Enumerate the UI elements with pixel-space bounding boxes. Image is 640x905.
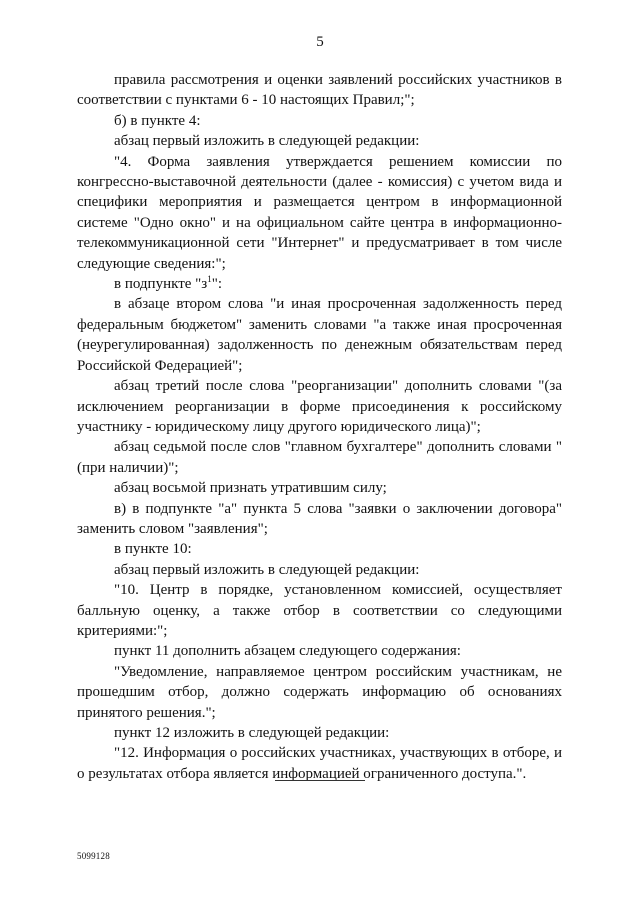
document-body [77,70,562,784]
paragraph-12: абзац первый изложить в следующей редакции: [114,561,420,578]
paragraph-4: "4. Форма заявления утверждается решением комиссии по конгрессно-выставочной деятельности (далее - комиссия) с учетом вида и специфики мероприятия и размещается центром в информационной системе "Одно окно" и на официальном сайте центра в информационно-телекоммуникационной сети "Интернет" и предусматривает в том числе следующие сведения:"; [77,153,562,272]
page-number: 5 [316,34,324,50]
paragraph-8: абзац седьмой после слов "главном бухгалтере" дополнить словами "(при наличии)"; [77,439,562,476]
superscript-mark: 1 [207,274,212,285]
paragraph-10: в) в подпункте "а" пункта 5 слова "заявки о заключении договора" заменить словом "заявления"; [77,500,562,537]
paragraph-7: абзац третий после слова "реорганизации" дополнить словами "(за исключением реорганизации в форме присоединения к российскому участнику - юридическому лицу другого юридического лица)"; [77,378,562,435]
paragraph-2: б) в пункте 4: [114,112,201,129]
paragraph-6: в абзаце втором слова "и иная просроченная задолженность перед федеральным бюджетом" заменить словами "а также иная просроченная (неурегулированная) задолженность по денежным обязательствам перед Российской Федерацией"; [77,296,562,374]
separator-line [275,780,365,781]
paragraph-15: "Уведомление, направляемое центром российским участникам, не прошедшим отбор, должно содержать информацию об основаниях принятого решения."; [77,663,562,721]
document-code: 5099128 [77,851,110,861]
paragraph-11: в пункте 10: [114,541,192,558]
paragraph-16: пункт 12 изложить в следующей редакции: [114,725,390,741]
paragraph-14: пункт 11 дополнить абзацем следующего содержания: [114,643,461,660]
paragraph-17: "12. Информация о российских участниках, участвующих в отборе, и о результатах отбора является информацией ограниченного доступа.". [77,745,562,782]
paragraph-5 [77,274,562,294]
paragraph-3: абзац первый изложить в следующей редакции: [114,133,420,150]
paragraph-13: "10. Центр в порядке, установленном комиссией, осуществляет балльную оценку, а также отбор в соответствии со следующими критериями:"; [77,582,562,639]
paragraph-9: абзац восьмой признать утратившим силу; [114,480,387,497]
paragraph-5-text: в подпункте "$з^1$": [114,274,223,293]
paragraph-1: правила рассмотрения и оценки заявлений российских участников в соответствии с пунктами 6 - 10 настоящих Правил;"; [77,72,562,109]
